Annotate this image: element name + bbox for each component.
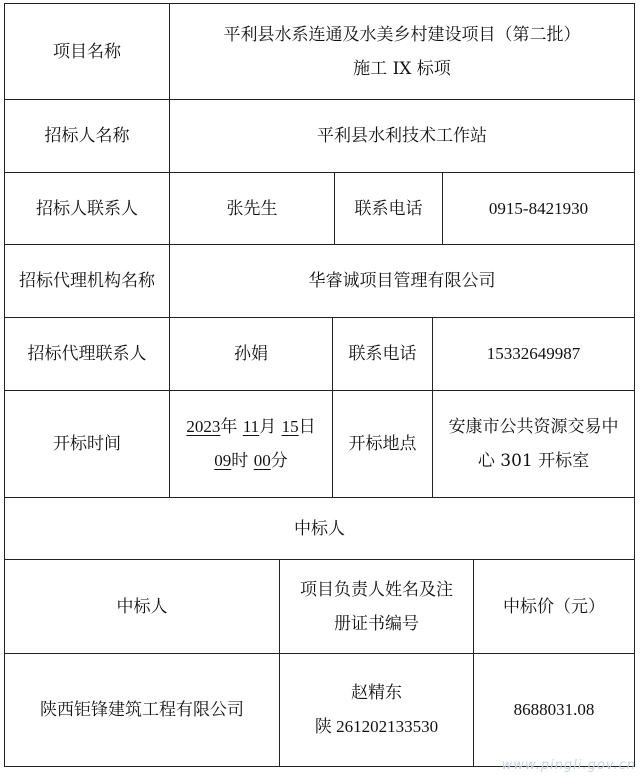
opening-clock bbox=[214, 444, 287, 478]
project-name-cell bbox=[170, 4, 634, 99]
opening-day-unit: 日 bbox=[298, 417, 316, 437]
winner-manager-cell bbox=[280, 654, 473, 766]
winner-certificate: 陕 261202133530 bbox=[314, 717, 439, 736]
tenderer-name: 平利县水利技术工作站 bbox=[317, 126, 487, 146]
winner-company: 陕西钜锋建筑工程有限公司 bbox=[40, 700, 244, 720]
agency-phone-label-cell bbox=[333, 318, 432, 390]
opening-month: 11 bbox=[242, 417, 260, 436]
tenderer-phone: 0915-8421930 bbox=[488, 198, 589, 218]
opening-year-unit: 年 bbox=[220, 417, 238, 437]
tenderer-label-cell bbox=[5, 100, 169, 172]
opening-place-line1: 安康市公共资源交易中 bbox=[448, 417, 619, 437]
col-header-manager-line1: 项目负责人姓名及注 bbox=[300, 579, 453, 600]
project-name-line1: 平利县水系连通及水美乡村建设项目（第二批） bbox=[223, 24, 581, 45]
tenderer-contact-name: 张先生 bbox=[226, 198, 278, 219]
site-watermark: www.pingli.gov.cn bbox=[501, 758, 636, 773]
agency-label-cell bbox=[5, 245, 169, 317]
tenderer-contact-label: 招标人联系人 bbox=[36, 198, 138, 219]
col-header-winner-cell bbox=[5, 560, 279, 653]
tenderer-phone-label: 联系电话 bbox=[354, 198, 423, 219]
col-header-winner: 中标人 bbox=[116, 596, 168, 617]
winner-manager-name: 赵精东 bbox=[351, 683, 402, 703]
col-header-price: 中标价（元） bbox=[503, 596, 605, 617]
agency-label: 招标代理机构名称 bbox=[19, 271, 155, 291]
opening-hour-unit: 时 bbox=[231, 451, 249, 471]
opening-place-label: 开标地点 bbox=[348, 434, 417, 454]
opening-time-label: 开标时间 bbox=[53, 434, 121, 454]
col-header-price-cell bbox=[474, 560, 634, 653]
agency-contact-name: 孙娟 bbox=[234, 344, 268, 364]
tenderer-contact-cell bbox=[170, 173, 334, 244]
opening-place-cell bbox=[433, 391, 634, 497]
winner-price: 8688031.08 bbox=[513, 700, 595, 719]
opening-year: 2023 bbox=[186, 417, 221, 436]
agency-phone: 15332649987 bbox=[486, 344, 581, 363]
winner-section-title-cell bbox=[5, 498, 634, 559]
winner-section-title: 中标人 bbox=[294, 518, 345, 539]
tenderer-contact-label-cell bbox=[5, 173, 169, 244]
opening-time-label-cell bbox=[5, 391, 169, 497]
agency-phone-cell bbox=[433, 318, 634, 390]
project-name-label: 项目名称 bbox=[53, 41, 121, 62]
winner-company-cell bbox=[5, 654, 279, 766]
tenderer-phone-label-cell bbox=[335, 173, 442, 244]
opening-month-unit: 月 bbox=[259, 417, 277, 437]
opening-time-cell bbox=[170, 391, 332, 497]
tenderer-label: 招标人名称 bbox=[44, 126, 130, 146]
project-name-line2: 施工 IX 标项 bbox=[353, 58, 451, 79]
winner-price-cell bbox=[474, 654, 634, 766]
agency-contact-label-cell bbox=[5, 318, 169, 390]
tenderer-phone-cell bbox=[443, 173, 634, 244]
opening-date bbox=[186, 410, 315, 444]
opening-minute: 00 bbox=[253, 451, 271, 470]
agency-name: 华睿诚项目管理有限公司 bbox=[308, 271, 496, 291]
agency-contact-cell bbox=[170, 318, 332, 390]
col-header-manager-line2: 册证书编号 bbox=[334, 613, 419, 634]
opening-place-label-cell bbox=[333, 391, 432, 497]
agency-cell bbox=[170, 245, 634, 317]
opening-hour: 09 bbox=[214, 451, 232, 470]
project-name-label-cell bbox=[5, 4, 169, 99]
col-header-manager-cell bbox=[280, 560, 473, 653]
opening-minute-unit: 分 bbox=[270, 451, 288, 471]
opening-place-line2: 心 301 开标室 bbox=[477, 451, 590, 471]
agency-phone-label: 联系电话 bbox=[348, 344, 417, 364]
opening-day: 15 bbox=[281, 417, 299, 436]
agency-contact-label: 招标代理联系人 bbox=[27, 344, 147, 364]
tenderer-cell bbox=[170, 100, 634, 172]
